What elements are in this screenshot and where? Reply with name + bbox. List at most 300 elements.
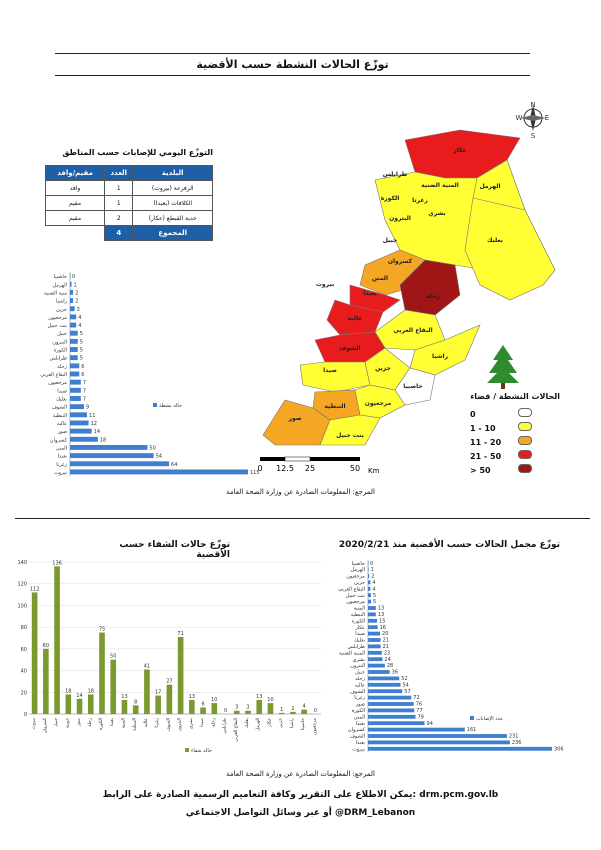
header-rule <box>55 53 530 54</box>
map-label: المتن <box>371 275 389 282</box>
bar <box>110 660 116 714</box>
category-label: بيروت <box>31 718 37 730</box>
value-label: 27 <box>166 678 173 685</box>
bar <box>368 619 377 623</box>
value-label: 24 <box>384 656 391 663</box>
category-label: صور <box>57 429 67 436</box>
bar <box>99 633 105 714</box>
category-label: بيروت <box>352 746 365 753</box>
map-label: بيروت <box>315 281 335 288</box>
bar <box>178 637 184 714</box>
value-label: 41 <box>143 663 151 670</box>
bar <box>70 445 147 450</box>
value-label: 18 <box>87 688 94 695</box>
value-label: 1 <box>73 282 77 289</box>
category-label: حاصبيا <box>301 718 307 731</box>
bar <box>301 710 307 714</box>
category-label: زغرتا <box>56 461 67 468</box>
bar <box>70 429 92 434</box>
bar <box>368 702 414 706</box>
scale-unit: Km <box>368 467 380 475</box>
category-label: بعبدا <box>355 740 365 746</box>
value-label: 72 <box>413 695 420 702</box>
category-label: جزين <box>353 580 365 586</box>
bar <box>290 712 296 714</box>
category-label: مرجعيون <box>48 314 67 321</box>
category-label: البترون <box>350 663 365 670</box>
category-label: بعلبك <box>55 396 67 403</box>
category-label: النبطية <box>350 612 365 618</box>
bar <box>368 651 382 655</box>
svg-text:E: E <box>544 114 550 122</box>
category-label: بشري <box>352 656 365 663</box>
map-label: صيدا <box>323 367 337 374</box>
region-baalbek <box>465 198 555 300</box>
value-label: 13 <box>121 693 128 700</box>
col-status: مقيم/وافد <box>46 166 105 181</box>
value-label: 115 <box>250 469 260 476</box>
map-label: البقاع الغربي <box>393 327 433 334</box>
category-label: الهرمل <box>256 718 262 731</box>
bar <box>368 740 510 744</box>
value-label: 112 <box>29 586 40 593</box>
map-label: بشري <box>428 210 446 217</box>
category-label: عاليه <box>143 718 149 728</box>
category-label: زغرتا <box>354 695 365 702</box>
bar <box>368 670 390 674</box>
bar <box>66 694 72 714</box>
value-label: 15 <box>379 618 386 625</box>
bar <box>77 699 83 714</box>
total-cases-title: توزّع مجمل الحالات حسب الأقضية منذ 2020/2/21 <box>338 540 560 550</box>
value-label: 2 <box>75 298 79 305</box>
category-label: جبيل <box>54 718 60 727</box>
value-label: 77 <box>416 708 423 714</box>
value-label: 306 <box>554 746 564 753</box>
legend-swatch <box>518 408 532 417</box>
value-label: 7 <box>82 380 87 387</box>
header-rule-bottom <box>55 75 530 76</box>
bar <box>155 696 161 714</box>
bar <box>368 574 369 578</box>
category-label: بعبدا <box>355 720 365 727</box>
bar <box>70 437 98 442</box>
legend-swatch <box>518 422 532 431</box>
category-label: البترون <box>52 339 67 346</box>
bar <box>70 380 81 385</box>
category-label: مرجعيون <box>346 573 365 580</box>
legend-label: 11 - 20 <box>470 438 502 447</box>
value-label: 14 <box>93 429 101 436</box>
value-label: 94 <box>426 720 433 727</box>
category-label: البترون <box>177 718 183 732</box>
map-label: زحلة <box>426 293 440 300</box>
value-label: 21 <box>382 637 390 644</box>
legend-swatch <box>518 464 532 473</box>
map-label: حاصبيا <box>403 383 423 390</box>
value-label: 18 <box>65 688 72 695</box>
value-label: 13 <box>256 693 263 700</box>
bar <box>368 580 370 584</box>
scale-label: 25 <box>304 464 316 473</box>
bar <box>234 711 240 714</box>
section-divider <box>15 518 590 519</box>
bar <box>70 469 248 474</box>
bar <box>368 708 414 712</box>
category-label: مرجعيون <box>346 599 365 606</box>
category-label: الكورة <box>351 708 365 714</box>
value-label: 7 <box>82 388 87 395</box>
bar <box>368 600 371 604</box>
map-label: النبطية <box>324 403 346 410</box>
value-label: 5 <box>79 355 83 362</box>
daily-table <box>45 165 213 241</box>
category-label: الشوف <box>166 718 172 732</box>
bar <box>368 612 376 616</box>
bar <box>368 625 378 629</box>
bar <box>279 713 285 714</box>
category-label: منية الضنية <box>44 290 67 297</box>
chart-legend <box>153 403 182 409</box>
bar <box>189 700 195 714</box>
bar <box>245 711 251 714</box>
bar <box>368 632 380 636</box>
value-label: 14 <box>76 692 83 699</box>
bar <box>368 728 465 732</box>
value-label: 17 <box>154 689 162 696</box>
category-label: بعبدا <box>110 718 116 727</box>
bar <box>43 649 49 714</box>
value-label: 76 <box>415 701 423 708</box>
bar <box>70 453 154 458</box>
map-label: عاليه <box>347 315 363 322</box>
category-label: المنية الضنية <box>338 650 365 657</box>
category-label: كسروان <box>49 437 67 444</box>
value-label: 6 <box>81 372 85 379</box>
bar <box>368 689 402 693</box>
legend-item <box>470 422 532 433</box>
value-label: 71 <box>177 630 184 637</box>
category-label: بعبدا <box>57 453 67 460</box>
category-label: المتن <box>353 714 365 721</box>
category-label: الكورة <box>99 718 104 730</box>
bar <box>70 372 79 377</box>
category-label: بنت جبيل <box>345 592 365 599</box>
value-label: 9 <box>85 404 90 411</box>
category-label: زحلة <box>355 676 365 682</box>
value-label: 54 <box>155 453 162 460</box>
bar <box>368 747 552 751</box>
svg-text:N: N <box>530 101 536 109</box>
category-label: حاصبيا <box>351 560 365 567</box>
bar <box>54 566 60 714</box>
value-label: 20 <box>382 631 389 638</box>
map-label: جبيل <box>382 237 398 244</box>
value-label: 1 <box>370 567 374 574</box>
value-label: 13 <box>377 605 385 612</box>
category-label: عكار <box>267 718 273 727</box>
legend-label: 21 - 50 <box>470 452 502 461</box>
category-label: جونية <box>65 718 71 729</box>
bar <box>70 290 73 295</box>
value-label: 0 <box>72 274 76 281</box>
category-label: الهرمل <box>52 282 67 289</box>
value-label: 4 <box>78 314 82 321</box>
bar <box>368 561 369 565</box>
bar <box>368 587 370 591</box>
category-label: البقاع الغربي <box>338 586 365 593</box>
bar <box>70 339 78 344</box>
value-label: 5 <box>79 331 83 338</box>
map-label: البترون <box>389 215 411 222</box>
value-label: 28 <box>386 663 394 670</box>
map-label: عكار <box>453 147 467 154</box>
category-label: جبيل <box>57 331 67 338</box>
active-cases-chart <box>28 268 268 480</box>
category-label: جزين <box>55 306 67 313</box>
value-label: 4 <box>302 703 306 710</box>
footer-line-1: يمكن الاطلاع على التقرير وكافة التعاميم الرسمية الصادرة على الرابط: drm.pcm.gov.lb <box>102 790 499 800</box>
category-label: راشيا <box>55 298 67 305</box>
bar <box>368 657 382 661</box>
value-label: 18 <box>99 437 107 444</box>
map-label: الشوف <box>339 345 361 352</box>
value-label: 6 <box>81 363 85 370</box>
category-label: صور <box>76 718 82 727</box>
legend-label: عدد الإصابات <box>476 716 504 722</box>
bar <box>70 396 81 401</box>
cedar-logo-icon <box>487 345 519 389</box>
chart-legend <box>470 716 503 722</box>
category-label: راشيا <box>289 718 295 728</box>
map-label: بعلبك <box>486 237 504 244</box>
category-label: البقاع الغربي <box>40 372 67 379</box>
category-label: الهرمل <box>350 567 365 574</box>
category-label: طرابلس <box>222 718 228 734</box>
category-label: جبيل <box>355 669 365 676</box>
recovered-title: توزّع حالات الشفاء حسب الأقضية <box>119 540 230 560</box>
y-tick-label: 60 <box>20 646 27 653</box>
bar <box>268 703 274 714</box>
value-label: 7 <box>82 396 87 403</box>
value-label: 161 <box>466 727 477 734</box>
value-label: 16 <box>379 624 386 631</box>
category-label: البقاع الغربي <box>233 718 239 743</box>
map-label: طرابلس <box>382 171 408 178</box>
table-total-row <box>46 226 213 241</box>
legend-swatch <box>518 450 532 459</box>
value-label: 36 <box>391 669 399 676</box>
category-label: كسروان <box>42 718 48 734</box>
bar <box>70 323 76 328</box>
map-label: بنت جبيل <box>336 432 364 439</box>
value-label: 23 <box>383 650 391 657</box>
legend-swatch <box>153 403 157 407</box>
bar <box>70 404 84 409</box>
value-label: 13 <box>188 693 196 700</box>
value-label: 4 <box>372 580 376 586</box>
bar <box>212 703 218 714</box>
bar <box>70 412 87 417</box>
value-label: 79 <box>417 714 424 721</box>
legend-label: 0 <box>470 410 476 419</box>
value-label: 5 <box>373 599 377 606</box>
legend-swatch <box>470 716 474 720</box>
value-label: 6 <box>201 701 205 708</box>
bar <box>368 683 400 687</box>
legend-label: حالة نشطة <box>159 403 183 409</box>
category-label: النبطية <box>52 412 67 419</box>
value-label: 13 <box>377 612 385 618</box>
map-label: الهرمل <box>479 183 501 190</box>
footer-line-2: أو عبر وسائل التواصل الاجتماعي @DRM_Lebanon <box>185 808 416 818</box>
value-label: 2 <box>75 290 79 297</box>
legend-swatch <box>185 748 189 752</box>
category-label: بعلبك <box>353 637 365 644</box>
bar <box>256 700 262 714</box>
recovered-chart <box>15 556 325 756</box>
value-label: 3 <box>76 306 80 313</box>
scale-label: 12.5 <box>276 464 294 473</box>
category-label: زغرتا <box>155 718 161 728</box>
bar <box>200 707 206 714</box>
scale-label: 0 <box>257 464 263 473</box>
category-label: بشري <box>188 718 194 730</box>
y-tick-label: 80 <box>20 625 27 632</box>
map-legend-title: الحالات النشطة / قضاء <box>470 392 560 401</box>
legend-label: 1 - 10 <box>470 424 496 433</box>
category-label: النبطية <box>132 718 138 731</box>
category-label: بيروت <box>54 469 67 476</box>
total-cases-chart <box>320 556 570 756</box>
y-tick-label: 140 <box>17 560 27 566</box>
value-label: 1 <box>280 706 284 713</box>
category-label: الكورة <box>53 347 67 354</box>
value-label: 3 <box>235 704 239 711</box>
col-place: البلدية <box>133 166 213 181</box>
map-label: الكورة <box>380 195 400 202</box>
bar <box>70 363 79 368</box>
map-label: زغرتا <box>412 197 428 204</box>
y-tick-label: 40 <box>20 668 27 675</box>
value-label: 8 <box>134 699 138 706</box>
bar <box>32 592 38 714</box>
daily-table-title: التوزّع اليومي للإصابات حسب المناطق <box>62 148 213 157</box>
value-label: 5 <box>79 347 83 354</box>
value-label: 75 <box>98 626 106 633</box>
value-label: 0 <box>370 560 374 567</box>
value-label: 21 <box>382 644 390 650</box>
value-label: 11 <box>89 412 96 419</box>
page-title: توزّع الحالات النشطة حسب الأقضية <box>196 58 389 71</box>
category-label: زحلة <box>211 718 217 727</box>
total-value: 4 <box>105 226 133 241</box>
value-label: 52 <box>401 676 408 682</box>
legend-item <box>470 464 532 475</box>
bar <box>368 676 399 680</box>
bar <box>70 298 73 303</box>
value-label: 57 <box>404 688 411 695</box>
table-row: وافد 1 الرفرعة (بيروت) <box>46 181 213 196</box>
bar <box>88 694 94 714</box>
category-label: حاصبيا <box>53 274 67 281</box>
value-label: 2 <box>371 573 375 580</box>
bar <box>70 347 78 352</box>
value-label: 50 <box>110 653 117 660</box>
bar <box>144 669 150 714</box>
category-label: بنت جبيل <box>47 323 67 330</box>
scale-label: 50 <box>349 464 361 473</box>
table-row: مقيم 1 الكلافات (بعبدا) <box>46 196 213 211</box>
bar <box>368 696 411 700</box>
category-label: المتن <box>55 445 67 452</box>
category-label: عاليه <box>354 682 365 689</box>
category-label: صيدا <box>355 631 365 638</box>
legend-label: حالة شفاء <box>191 748 213 754</box>
value-label: 236 <box>511 740 522 746</box>
category-label: جزين <box>278 718 284 728</box>
bar <box>368 593 371 597</box>
map-label: جزين <box>375 365 391 372</box>
category-label: طرابلس <box>347 644 365 650</box>
map-label: مرجعيون <box>364 400 392 407</box>
map-source: المرجع: المعلومات الصادرة عن وزارة الصحة العامة <box>226 488 375 496</box>
value-label: 3 <box>246 704 250 711</box>
category-label: مرجعيون <box>312 718 318 735</box>
y-tick-label: 0 <box>23 712 27 718</box>
scale-bar <box>255 455 385 477</box>
category-label: الشوف <box>349 733 365 740</box>
map-label: راشيا <box>431 353 449 360</box>
legend-item <box>470 408 532 419</box>
bar <box>368 568 369 572</box>
bar <box>122 700 128 714</box>
svg-text:S: S <box>530 132 536 140</box>
y-tick-label: 120 <box>17 581 27 588</box>
value-label: 5 <box>79 339 83 346</box>
bar <box>70 306 75 311</box>
value-label: 10 <box>211 697 218 704</box>
value-label: 60 <box>42 642 50 649</box>
value-label: 4 <box>372 586 376 593</box>
value-label: 12 <box>90 421 97 427</box>
category-label: الشوف <box>51 404 67 411</box>
svg-text:W: W <box>515 114 523 122</box>
value-label: 4 <box>78 323 82 330</box>
category-label: بعلبك <box>245 718 250 729</box>
category-label: مرجعيون <box>48 380 67 387</box>
map-label: صور <box>288 415 302 422</box>
value-label: 231 <box>508 733 519 740</box>
y-tick-label: 20 <box>20 690 27 697</box>
value-label: 2 <box>291 705 295 712</box>
bar <box>70 355 78 360</box>
bar <box>70 331 78 336</box>
bar <box>368 721 425 725</box>
value-label: 136 <box>52 560 62 567</box>
legend-label: > 50 <box>470 466 491 475</box>
bar <box>133 705 139 714</box>
y-tick-label: 100 <box>17 603 27 610</box>
bar <box>368 638 381 642</box>
category-label: زحلة <box>57 363 67 370</box>
bar <box>70 421 89 426</box>
category-label: كسروان <box>347 727 365 734</box>
value-label: 0 <box>313 708 317 714</box>
map-label: المنية الضنية <box>421 182 459 189</box>
value-label: 54 <box>402 682 409 689</box>
bar <box>70 461 169 466</box>
